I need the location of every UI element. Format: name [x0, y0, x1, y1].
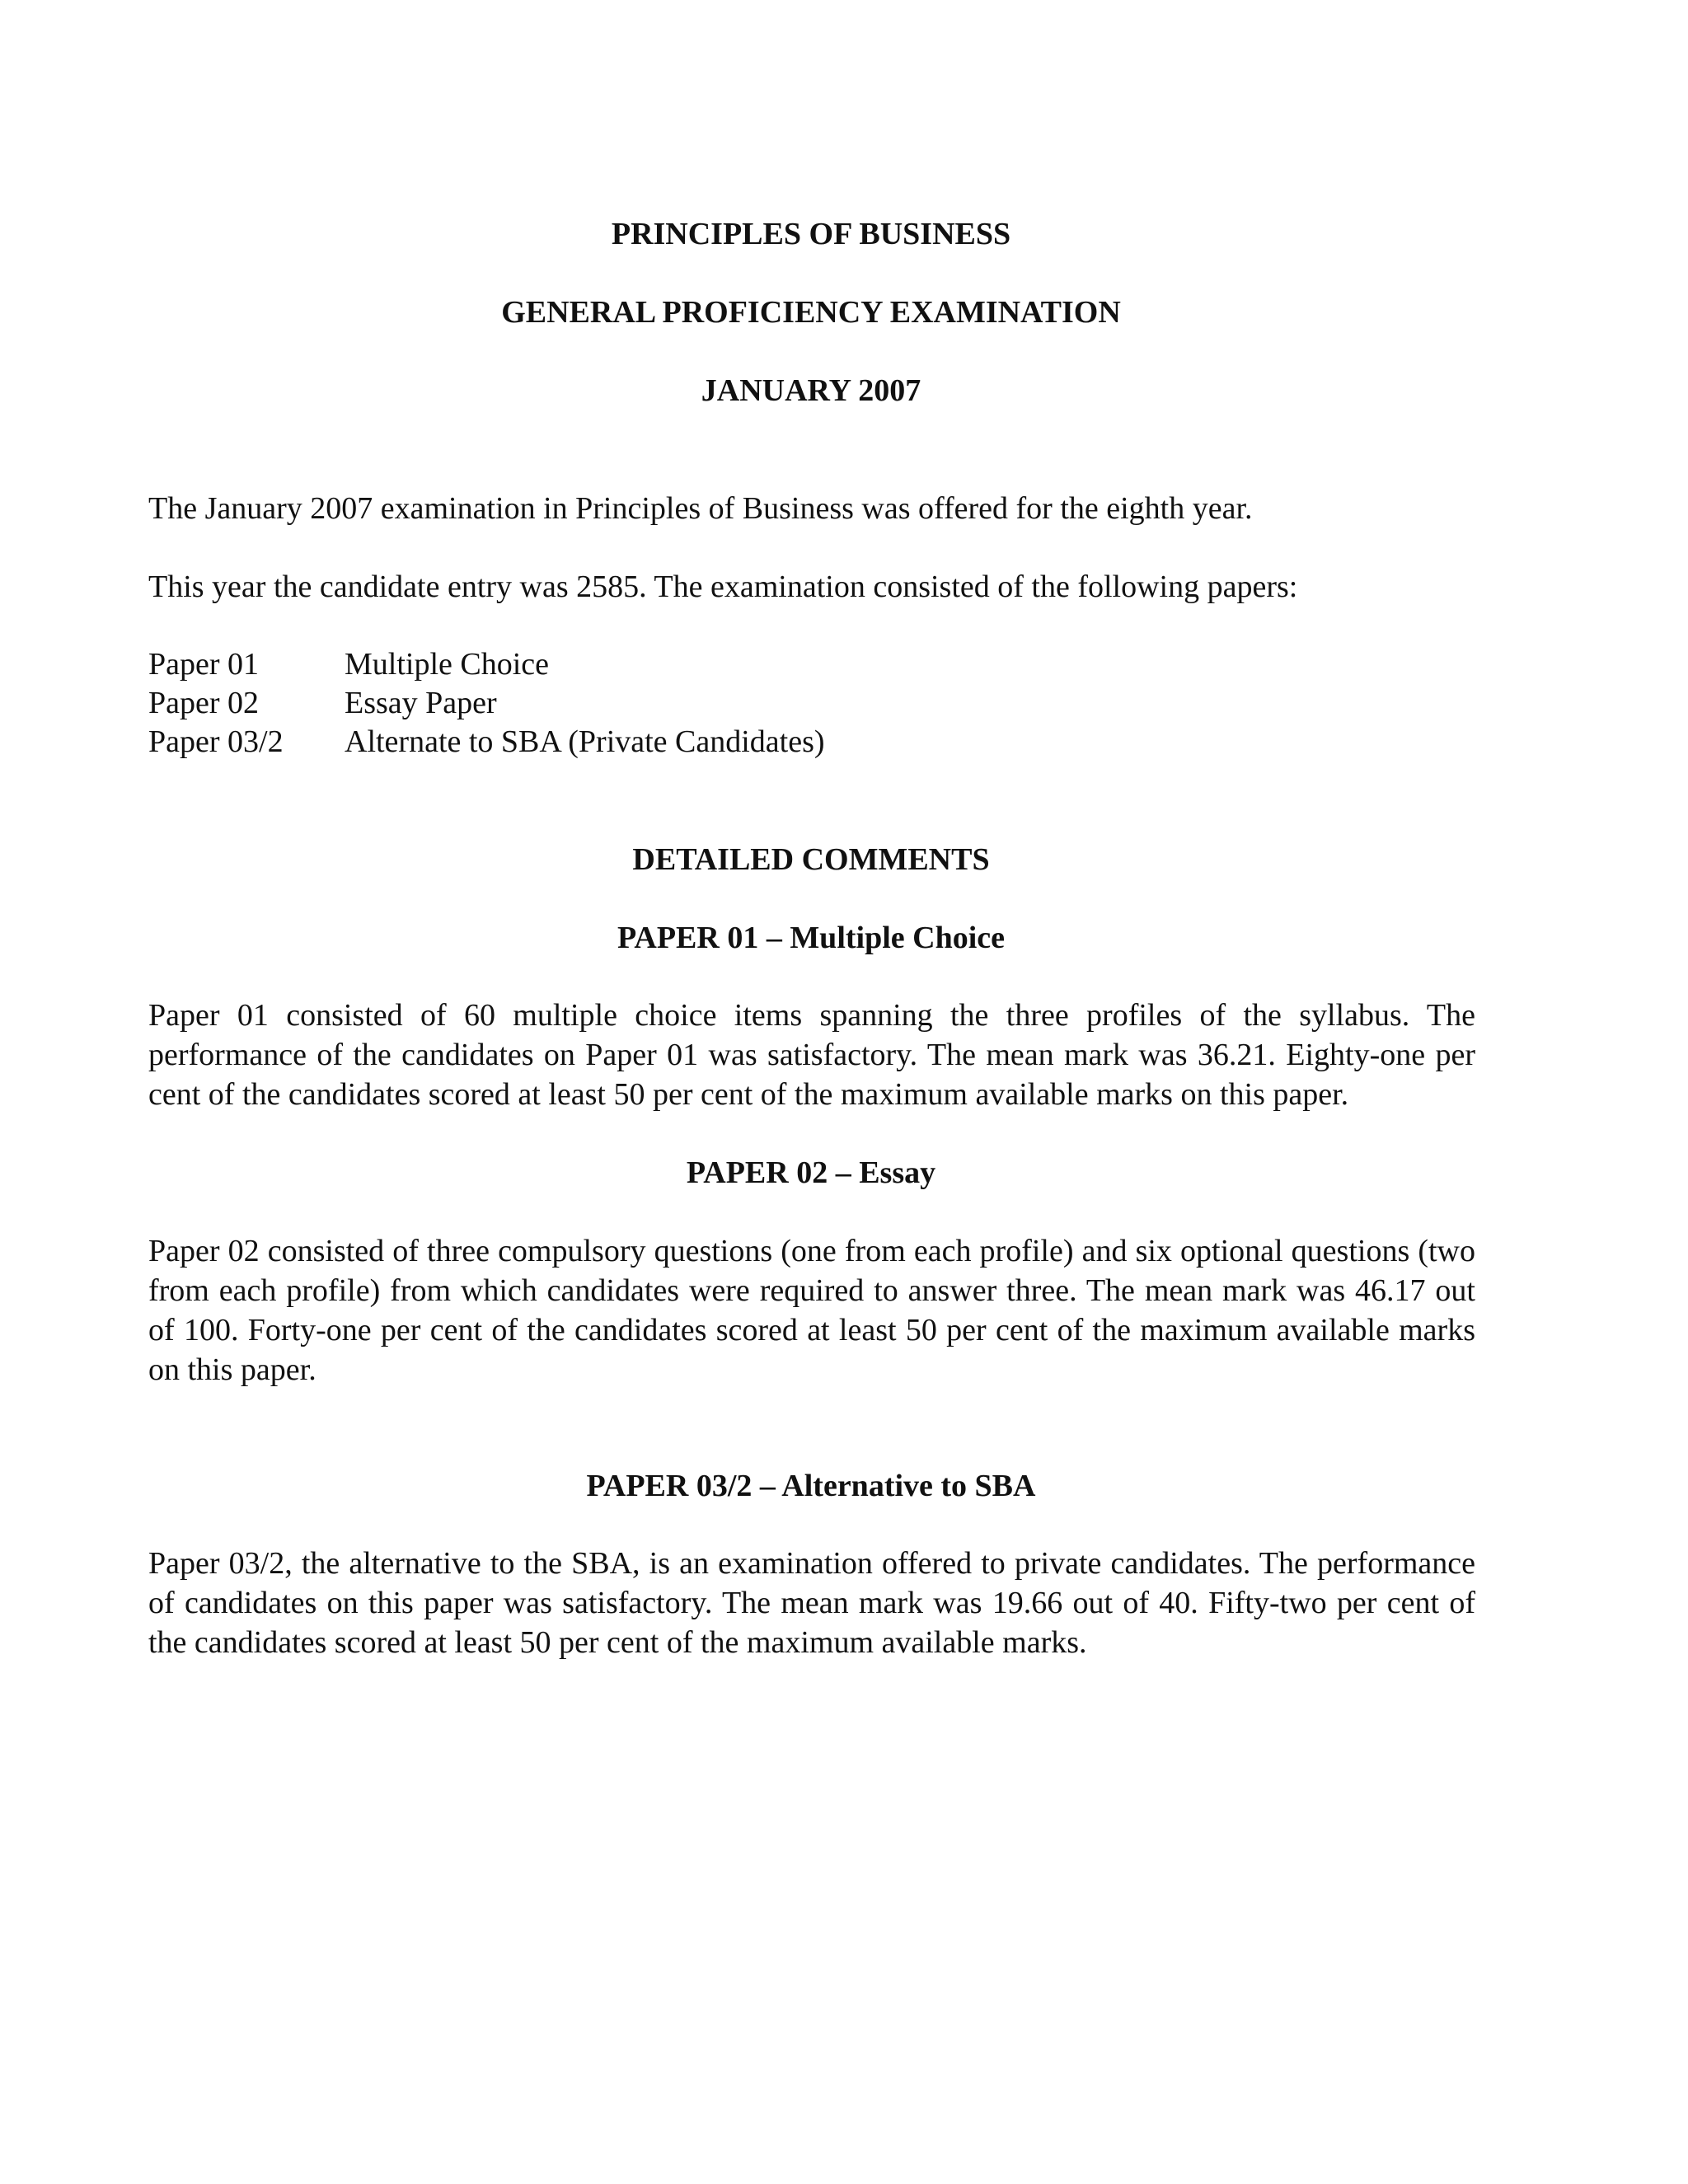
paper-code: Paper 01	[148, 647, 260, 682]
paper03-heading: PAPER 03/2 – Alternative to SBA	[586, 1469, 1036, 1503]
paper-name: Alternate to SBA (Private Candidates)	[345, 724, 825, 759]
intro-line-1: The January 2007 examination in Principles of Business was offered for the eighth year.	[148, 491, 1253, 526]
paper02-body: Paper 02 consisted of three compulsory questions (one from each profile) and six optional questions (two from each profile) from which candidates were required to answer three. The mean mark was 46.17 out of 100. Forty-one per cent of the candidates scored at least 50 per cent of the maximum available marks on this paper.	[148, 1234, 1475, 1387]
paper01-body: Paper 01 consisted of 60 multiple choice items spanning the three profiles of the syllabus. The performance of the candidates on Paper 01 was satisfactory. The mean mark was 36.21. Eighty-one per cent of the candidates scored at least 50 per cent of the maximum available marks on this paper.	[148, 998, 1475, 1112]
session-title: JANUARY 2007	[701, 373, 921, 408]
paper02-heading: PAPER 02 – Essay	[686, 1155, 936, 1190]
paper01-heading: PAPER 01 – Multiple Choice	[617, 921, 1006, 955]
paper-name: Multiple Choice	[345, 647, 550, 682]
level-title: GENERAL PROFICIENCY EXAMINATION	[501, 295, 1121, 330]
paper-list	[148, 645, 825, 762]
paper-list-item	[148, 723, 825, 762]
paper-code: Paper 03/2	[148, 724, 284, 759]
paper-code: Paper 02	[148, 686, 260, 720]
intro-line-2: This year the candidate entry was 2585. The examination consisted of the following papers:	[148, 569, 1298, 604]
subject-title: PRINCIPLES OF BUSINESS	[611, 217, 1011, 251]
paper-name: Essay Paper	[345, 686, 497, 720]
paper03-body: Paper 03/2, the alternative to the SBA, is an examination offered to private candidates. The performance of candidates on this paper was satisfactory. The mean mark was 19.66 out of 40. Fifty-two per cent of the candidates scored at least 50 per cent of the maximum available marks.	[148, 1546, 1475, 1660]
paper-list-item	[148, 645, 825, 684]
detailed-comments-heading: DETAILED COMMENTS	[632, 842, 990, 877]
paper-list-item	[148, 684, 825, 723]
